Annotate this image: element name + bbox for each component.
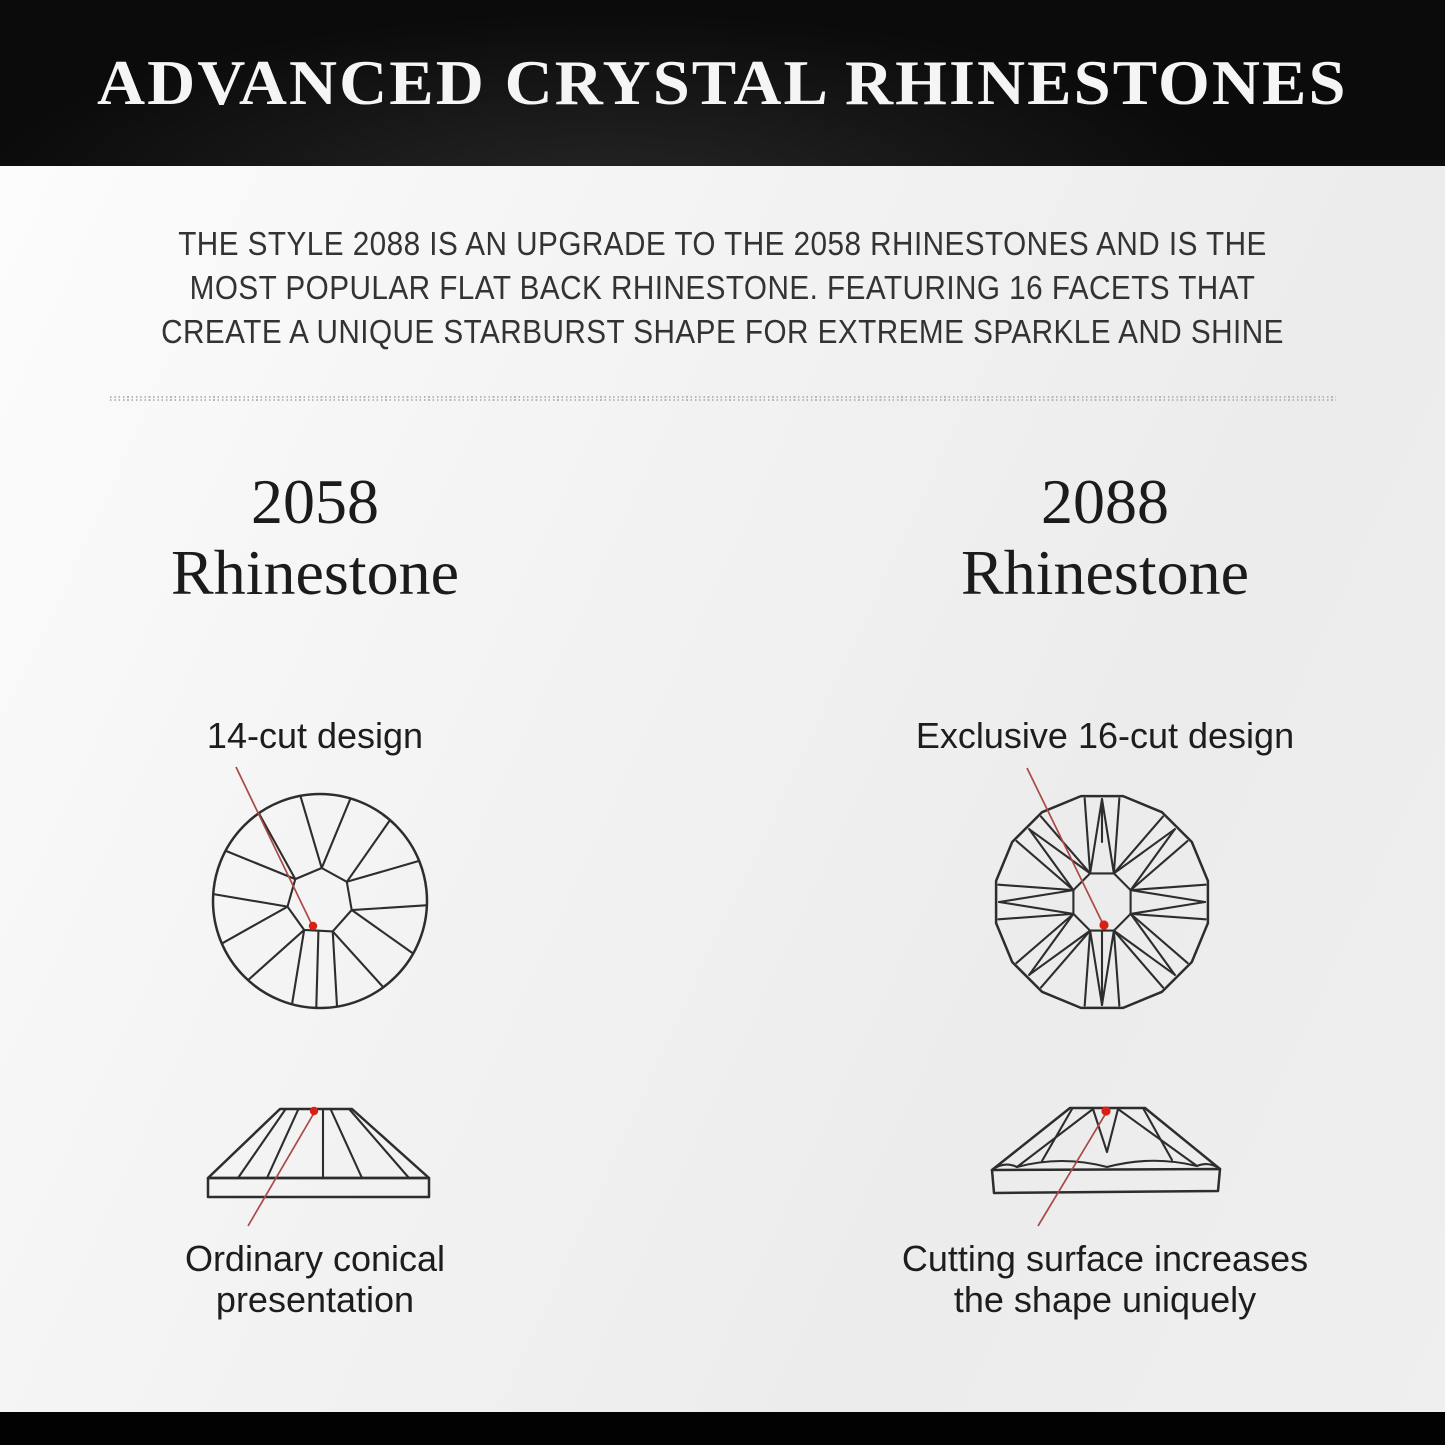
side-view-silhouette [992, 1108, 1220, 1170]
leader-cutting-surface-dot [1101, 1106, 1110, 1115]
facet-line [347, 821, 390, 882]
caption-2058-line-2: presentation [215, 1279, 415, 1320]
caption-2088 [875, 1238, 1335, 1320]
star-ray-line [1029, 914, 1073, 975]
page-title: ADVANCED CRYSTAL RHINESTONES [97, 47, 1348, 118]
star-ray-line [1131, 890, 1205, 902]
splay-facet-line [1131, 841, 1188, 890]
center-heptagon [288, 868, 352, 931]
facet-line [292, 930, 304, 1003]
splay-facet-line [1017, 914, 1074, 963]
header-band [0, 0, 1445, 166]
facet-line [333, 931, 337, 1005]
facet-line [322, 799, 350, 868]
facet-line [347, 861, 418, 882]
facet-line [352, 910, 413, 953]
leader-16-cut-dot [1099, 920, 1108, 929]
side-view-silhouette [208, 1109, 429, 1178]
footer-band [0, 1412, 1445, 1445]
splay-facet-line [1131, 885, 1206, 890]
facet-line [259, 814, 295, 879]
facet-line [301, 797, 322, 868]
star-ray-line [1090, 931, 1102, 1005]
splay-facet-line [1114, 931, 1163, 988]
center-octagon [1073, 873, 1130, 930]
facet-line [249, 930, 304, 980]
intro-paragraph [72, 222, 1373, 354]
dotted-divider-row [110, 399, 1336, 401]
splay-facet-line [998, 885, 1073, 890]
splay-facet-line [1085, 798, 1090, 873]
table-circle [213, 794, 427, 1008]
star-ray-line [1029, 931, 1090, 975]
side-view-facet-line [1143, 1108, 1172, 1160]
caption-2058 [85, 1238, 545, 1320]
side-view-center-facet [1093, 1109, 1118, 1152]
splay-facet-line [998, 914, 1073, 919]
side-view-facet-line [238, 1110, 285, 1178]
leader-14-cut-line [236, 767, 312, 925]
splay-facet-line [1114, 798, 1119, 873]
star-ray-line [999, 890, 1073, 902]
star-ray-line [1114, 931, 1175, 975]
heading-2058-type: Rhinestone [171, 537, 459, 608]
heading-2088-model: 2088 [1041, 466, 1169, 537]
splay-facet-line [1114, 931, 1119, 1006]
intro-line-2: MOST POPULAR FLAT BACK RHINESTONE. FEATURING 16 FACETS THAT [189, 269, 1256, 306]
intro-line-3: CREATE A UNIQUE STARBURST SHAPE FOR EXTREME SPARKLE AND SHINE [161, 313, 1284, 350]
side-view-facet-line [350, 1110, 409, 1178]
star-ray-line [1102, 931, 1114, 1005]
red-annotation-leaders [236, 767, 1111, 1226]
star-ray-line [1029, 829, 1090, 873]
side-view-facet-line [331, 1110, 362, 1178]
facet-line [223, 907, 288, 943]
caption-2088-line-2: the shape uniquely [953, 1279, 1257, 1320]
star-ray-line [1102, 799, 1114, 873]
heading-2088 [885, 466, 1325, 608]
leader-conical-dot [310, 1107, 318, 1115]
side-view-girdle-band [992, 1169, 1220, 1193]
star-ray-line [1131, 914, 1175, 975]
splay-facet-line [1041, 931, 1090, 988]
heading-2088-type: Rhinestone [961, 537, 1249, 608]
side-view-facet-line [1042, 1109, 1072, 1161]
star-ray-line [1131, 902, 1205, 914]
star-ray-line [999, 902, 1073, 914]
intro-line-1: THE STYLE 2088 IS AN UPGRADE TO THE 2058 RHINESTONES AND IS THE [178, 225, 1267, 262]
rhinestone-2058-side-view-diagram [208, 1109, 429, 1197]
label-14-cut-design: 14-cut design [206, 715, 424, 756]
rhinestone-2088-top-view-diagram [996, 796, 1208, 1008]
facet-line [352, 905, 426, 910]
facet-line [226, 851, 295, 879]
splay-facet-line [1041, 817, 1090, 874]
caption-2088-line-1: Cutting surface increases [901, 1238, 1309, 1279]
facet-line [214, 894, 287, 906]
star-ray-line [1114, 829, 1175, 873]
star-ray-line [1090, 799, 1102, 873]
splay-facet-line [1114, 817, 1163, 874]
leader-conical-line [248, 1113, 314, 1226]
splay-facet-line [1085, 931, 1090, 1006]
side-view-facet-line [1017, 1109, 1093, 1167]
star-ray-line [1029, 829, 1073, 890]
bottom-facet-line [316, 931, 318, 1007]
facet-line [333, 931, 383, 986]
star-ray-line [1131, 829, 1175, 890]
splay-facet-line [1131, 914, 1206, 919]
heading-2058-model: 2058 [251, 466, 379, 537]
splay-facet-line [1131, 914, 1188, 963]
leader-cutting-surface-line [1038, 1113, 1106, 1226]
table-hexadecagon [996, 796, 1208, 1008]
dotted-divider-row [110, 396, 1336, 398]
caption-2058-line-1: Ordinary conical [184, 1238, 446, 1279]
side-view-facet-line [1118, 1109, 1197, 1166]
rhinestone-2058-top-view-diagram [213, 794, 427, 1008]
label-16-cut-design: Exclusive 16-cut design [915, 715, 1295, 756]
side-view-girdle-scallop [992, 1161, 1220, 1170]
rhinestone-2088-side-view-diagram [992, 1108, 1220, 1193]
leader-16-cut-line [1027, 768, 1103, 924]
leader-14-cut-dot [309, 922, 317, 930]
heading-2058 [95, 466, 535, 608]
side-view-girdle-band [208, 1178, 429, 1197]
splay-facet-line [1017, 841, 1074, 890]
side-view-facet-line [267, 1110, 298, 1178]
dotted-divider [110, 396, 1336, 401]
